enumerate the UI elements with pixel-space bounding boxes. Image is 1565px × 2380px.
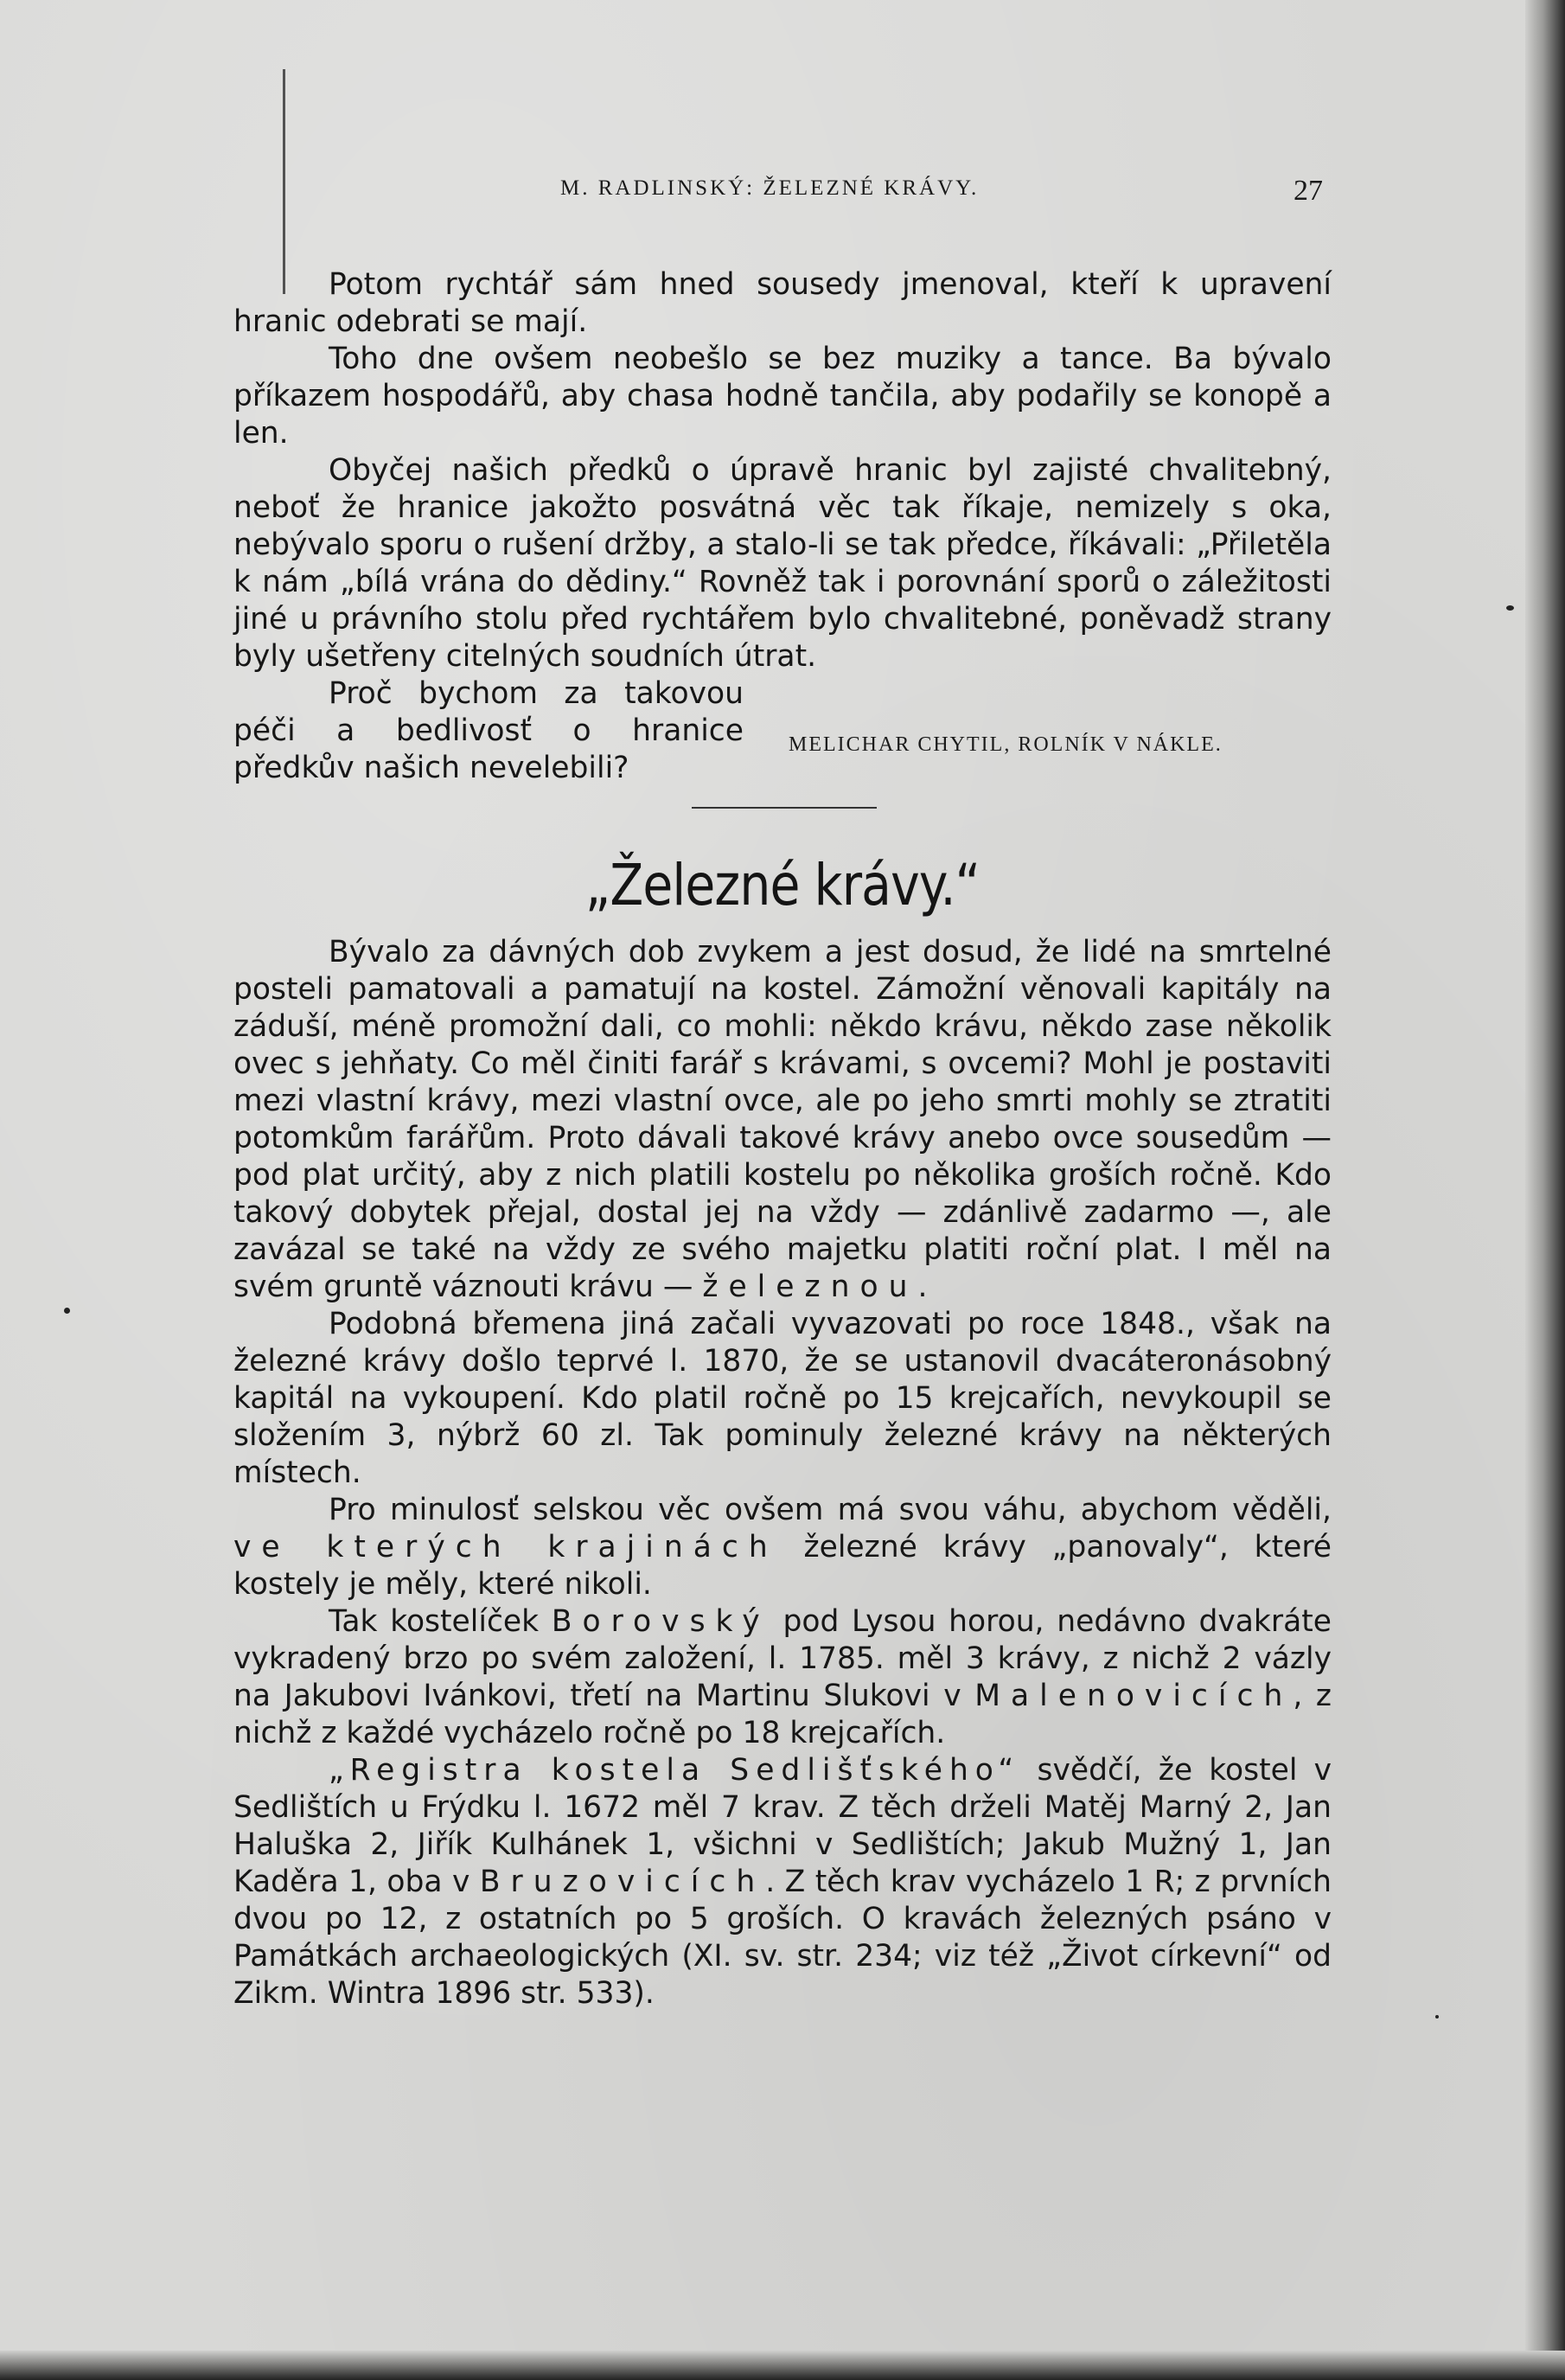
page-bottom-shadow	[0, 2351, 1565, 2380]
emphasis: Malenovicích	[974, 1679, 1294, 1713]
section-divider	[692, 807, 877, 809]
running-head: M. RADLINSKÝ: ŽELEZNÉ KRÁVY.	[560, 176, 980, 200]
page-header	[0, 176, 1565, 211]
paragraph: Tak kostelíček Borovský pod Lysou horou, nedávno dvakráte vykradený brzo po svém založení, l. 1785. měl 3 krávy, z nichž 2 vázly na Jakubovi Ivánkovi, třetí na Martinu Slukovi v Malenovicích, z nichž z každé vycházelo ročně po 18 krejcařích.	[233, 1604, 1332, 1750]
page-edge-shadow	[1525, 0, 1565, 2380]
paragraph: Bývalo za dávných dob zvykem a jest dosud, že lidé na smrtelné posteli pamatovali a pamatují na kostel. Zámožní věnovali kapitály na záduší, méně promožní dali, co mohli: někdo krávu, někdo zase několik ovec s jehňaty. Co měl činiti farář s krávami, s ovcemi? Mohl je postaviti mezi vlastní krávy, mezi vlastní ovce, ale po jeho smrti mohly se ztratiti potomkům farářům. Proto dávali takové krávy anebo ovce sousedům — pod plat určitý, aby z nich platili kostelu po několika groších ročně. Kdo takový dobytek přejal, dostal jej na vždy — zdánlivě zadarmo —, ale zavázal se také na vždy ze svého majetku platiti roční plat. I měl na svém gruntě váznouti krávu — železnou.	[233, 935, 1332, 1304]
emphasis: ve kterých krajinách	[233, 1530, 778, 1564]
emphasis: železnou	[702, 1270, 918, 1304]
emphasis: Bruzovicích	[479, 1865, 766, 1899]
paragraph: Toho dne ovšem neobešlo se bez muziky a tance. Ba bývalo příkazem hospodářů, aby chasa hodně tančila, aby podařily se konopě a len.	[233, 342, 1332, 451]
previous-article-text	[233, 266, 1332, 787]
article-title: „Železné krávy.“	[584, 852, 981, 918]
paragraph: Podobná břemena jiná začali vyvazovati po roce 1848., však na železné krávy došlo teprvé l. 1870, že se ustanovil dvacáteronásobný kapitál na vykoupení. Kdo platil ročně po 15 krejcařích, nevykoupil se složením 3, nýbrž 60 zl. Tak pominuly železné krávy na některých místech.	[233, 1307, 1332, 1490]
page-number: 27	[1294, 175, 1323, 207]
paragraph: Obyčej našich předků o úpravě hranic byl zajisté chvalitebný, neboť že hranice jakožto posvátná věc tak říkaje, nemizely s oka, nebývalo sporu o rušení držby, a stalo-li se tak předce, říkávali: „Přiletěla k nám „bílá vrána do dědiny.“ Rovněž tak i porovnání sporů o záležitosti jiné u právního stolu před rychtářem bylo chvalitebné, poněvadž strany byly ušetřeny citelných soudních útrat.	[233, 453, 1332, 674]
print-speck	[1435, 2015, 1439, 2019]
print-speck	[64, 1308, 70, 1314]
emphasis: Borovský	[551, 1604, 770, 1639]
paragraph: „Registra kostela Sedlišťského“ svědčí, že kostel v Sedlištích u Frýdku l. 1672 měl 7 krav. Z těch drželi Matěj Marný 2, Jan Haluška 2, Jiřík Kulhánek 1, všichni v Sedlištích; Jakub Mužný 1, Jan Kaděra 1, oba v Bruzovicích. Z těch krav vycházelo 1 R; z prvních dvou po 12, z ostatních po 5 groších. O kravách železných psáno v Památkách archaeologických (XI. sv. str. 234; viz též „Život církevní“ od Zikm. Wintra 1896 str. 533).	[233, 1753, 1332, 2011]
article-text	[233, 934, 1332, 2012]
print-speck	[1506, 605, 1514, 611]
paragraph: Potom rychtář sám hned sousedy jmenoval, kteří k upravení hranic odebrati se mají.	[233, 267, 1332, 339]
author-signature: MELICHAR CHYTIL, ROLNÍK V NÁKLE.	[789, 733, 1223, 756]
paragraph: Proč bychom za takovou péči a bedlivosť o hranice předkův našich nevelebili?	[233, 676, 744, 785]
paragraph: Pro minulosť selskou věc ovšem má svou váhu, abychom věděli, ve kterých krajinách železné krávy „panovaly“, které kostely je měly, které nikoli.	[233, 1493, 1332, 1602]
emphasis: „Registra kostela Sedlišťského“	[329, 1753, 1021, 1788]
